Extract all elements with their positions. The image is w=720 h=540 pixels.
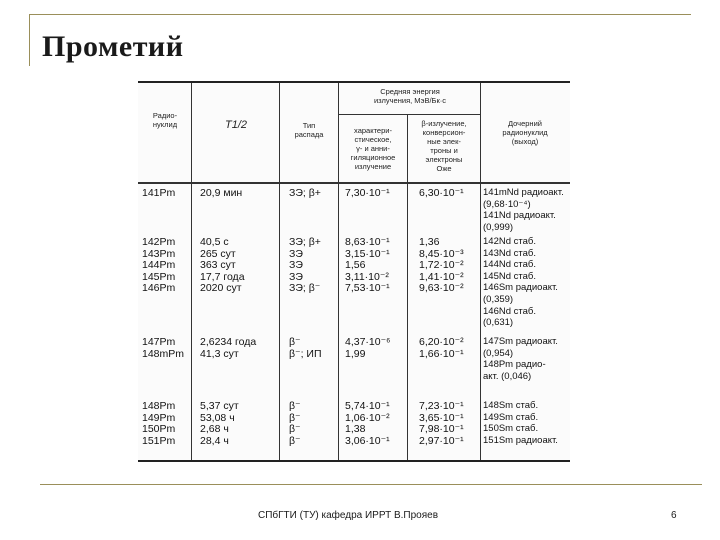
page-number: 6: [671, 510, 677, 521]
cell-beta-energy: 1,41·10⁻²: [419, 270, 464, 283]
table-bottom-border: [138, 460, 570, 462]
cell-decay-type: β⁻: [289, 423, 301, 436]
header-beta-conv: β-излучение, конверсион- ные элек- троны и электроны Оже: [421, 119, 467, 173]
cell-gamma-energy: 1,99: [345, 347, 366, 360]
cell-gamma-energy: 1,56: [345, 259, 366, 272]
cell-half-life: 17,7 года: [200, 270, 245, 283]
cell-beta-energy: 1,66·10⁻¹: [419, 347, 464, 360]
cell-daughter: акт. (0,046): [483, 370, 532, 382]
promethium-table: [138, 81, 570, 462]
header-subdivider: [339, 114, 480, 115]
cell-nuclide: 142Pm: [142, 236, 176, 248]
col-divider: [480, 83, 481, 460]
cell-beta-energy: 8,45·10⁻³: [419, 247, 464, 260]
cell-daughter: (9,68·10⁻⁴): [483, 198, 531, 210]
cell-beta-energy: 1,36: [419, 236, 440, 248]
cell-nuclide: 148Pm: [142, 400, 176, 412]
cell-gamma-energy: 1,06·10⁻²: [345, 411, 390, 424]
footer-text: СПбГТИ (ТУ) кафедра ИРРТ В.Прояев: [258, 510, 438, 521]
cell-daughter: 141mNd радиоакт.: [483, 187, 564, 198]
cell-daughter: 150Sm стаб.: [483, 423, 539, 435]
frame-vertical-rule: [29, 14, 30, 66]
cell-nuclide: 144Pm: [142, 259, 176, 272]
cell-nuclide: 151Pm: [142, 434, 176, 447]
frame-top-rule: [29, 14, 691, 15]
cell-decay-type: β⁻: [289, 434, 301, 447]
cell-half-life: 28,4 ч: [200, 434, 229, 447]
cell-gamma-energy: 3,15·10⁻¹: [345, 247, 390, 260]
cell-beta-energy: 7,98·10⁻¹: [419, 423, 464, 436]
cell-daughter: 149Sm стаб.: [483, 411, 539, 423]
cell-nuclide: 147Pm: [142, 336, 176, 348]
cell-daughter: (0,999): [483, 221, 514, 233]
cell-half-life: 5,37 сут: [200, 400, 239, 412]
cell-nuclide: 149Pm: [142, 411, 176, 424]
cell-beta-energy: 6,30·10⁻¹: [419, 187, 464, 199]
header-char-gamma: характери- стическое, γ- и анни- гиляционное излучение: [350, 126, 396, 171]
cell-daughter: 148Sm стаб.: [483, 400, 539, 411]
cell-half-life: 40,5 с: [200, 236, 229, 248]
cell-daughter: 151Sm радиоакт.: [483, 434, 558, 446]
cell-beta-energy: 7,23·10⁻¹: [419, 400, 464, 412]
cell-decay-type: ЗЭ; β⁻: [289, 282, 321, 295]
header-mean-energy: Средняя энергия излучения, МэВ/Бк·с: [373, 87, 446, 105]
cell-gamma-energy: 4,37·10⁻⁶: [345, 336, 391, 348]
cell-gamma-energy: 1,38: [345, 423, 366, 436]
cell-daughter: 146Sm радиоакт.: [483, 282, 558, 294]
cell-gamma-energy: 7,53·10⁻¹: [345, 282, 390, 295]
cell-decay-type: ЗЭ: [289, 270, 303, 283]
cell-gamma-energy: 5,74·10⁻¹: [345, 400, 390, 412]
footer-rule: [40, 484, 702, 485]
header-radionuclide: Радио- нуклид: [152, 111, 178, 129]
cell-daughter: 141Nd радиоакт.: [483, 210, 556, 222]
cell-nuclide: 141Pm: [142, 187, 176, 199]
cell-nuclide: 148mPm: [142, 347, 185, 360]
cell-nuclide: 145Pm: [142, 270, 176, 283]
cell-beta-energy: 2,97·10⁻¹: [419, 434, 464, 447]
cell-beta-energy: 9,63·10⁻²: [419, 282, 464, 295]
slide-title: Прометий: [42, 30, 184, 63]
cell-decay-type: β⁻: [289, 336, 301, 348]
cell-decay-type: ЗЭ: [289, 259, 303, 272]
cell-daughter: (0,631): [483, 317, 514, 329]
cell-daughter: 142Nd стаб.: [483, 236, 536, 247]
header-bottom-rule: [138, 182, 570, 184]
cell-gamma-energy: 3,11·10⁻²: [345, 270, 389, 283]
cell-half-life: 2,68 ч: [200, 423, 229, 436]
cell-decay-type: β⁻; ИП: [289, 347, 322, 360]
cell-decay-type: β⁻: [289, 400, 301, 412]
cell-daughter: (0,954): [483, 347, 514, 359]
table-top-border: [138, 81, 570, 83]
cell-daughter: 143Nd стаб.: [483, 247, 536, 259]
cell-daughter: 145Nd стаб.: [483, 270, 536, 282]
cell-nuclide: 146Pm: [142, 282, 176, 295]
cell-half-life: 20,9 мин: [200, 187, 243, 199]
col-divider: [338, 83, 339, 460]
cell-daughter: 148Pm радио-: [483, 359, 546, 371]
cell-nuclide: 150Pm: [142, 423, 176, 436]
header-daughter: Дочерний радионуклид (выход): [502, 119, 548, 146]
cell-beta-energy: 3,65·10⁻¹: [419, 411, 464, 424]
cell-half-life: 2,6234 года: [200, 336, 257, 348]
cell-half-life: 363 сут: [200, 259, 236, 272]
cell-beta-energy: 6,20·10⁻²: [419, 336, 464, 348]
cell-half-life: 41,3 сут: [200, 347, 239, 360]
cell-decay-type: ЗЭ; β+: [289, 236, 321, 248]
col-divider: [407, 115, 408, 460]
cell-half-life: 265 сут: [200, 247, 236, 260]
cell-daughter: 147Sm радиоакт.: [483, 336, 558, 347]
cell-decay-type: ЗЭ; β+: [289, 187, 321, 199]
cell-gamma-energy: 3,06·10⁻¹: [345, 434, 390, 447]
cell-gamma-energy: 7,30·10⁻¹: [345, 187, 390, 199]
cell-half-life: 53,08 ч: [200, 411, 235, 424]
cell-beta-energy: 1,72·10⁻²: [419, 259, 464, 272]
cell-daughter: 144Nd стаб.: [483, 259, 536, 271]
col-divider: [191, 83, 192, 460]
cell-daughter: 146Nd стаб.: [483, 305, 536, 317]
cell-decay-type: ЗЭ: [289, 247, 303, 260]
cell-daughter: (0,359): [483, 294, 514, 305]
header-decay-type: Тип распада: [294, 121, 324, 139]
header-half-life: T1/2: [224, 119, 247, 131]
cell-decay-type: β⁻: [289, 411, 301, 424]
cell-half-life: 2020 сут: [200, 282, 242, 295]
cell-gamma-energy: 8,63·10⁻¹: [345, 236, 390, 248]
col-divider: [279, 83, 280, 460]
cell-nuclide: 143Pm: [142, 247, 176, 260]
